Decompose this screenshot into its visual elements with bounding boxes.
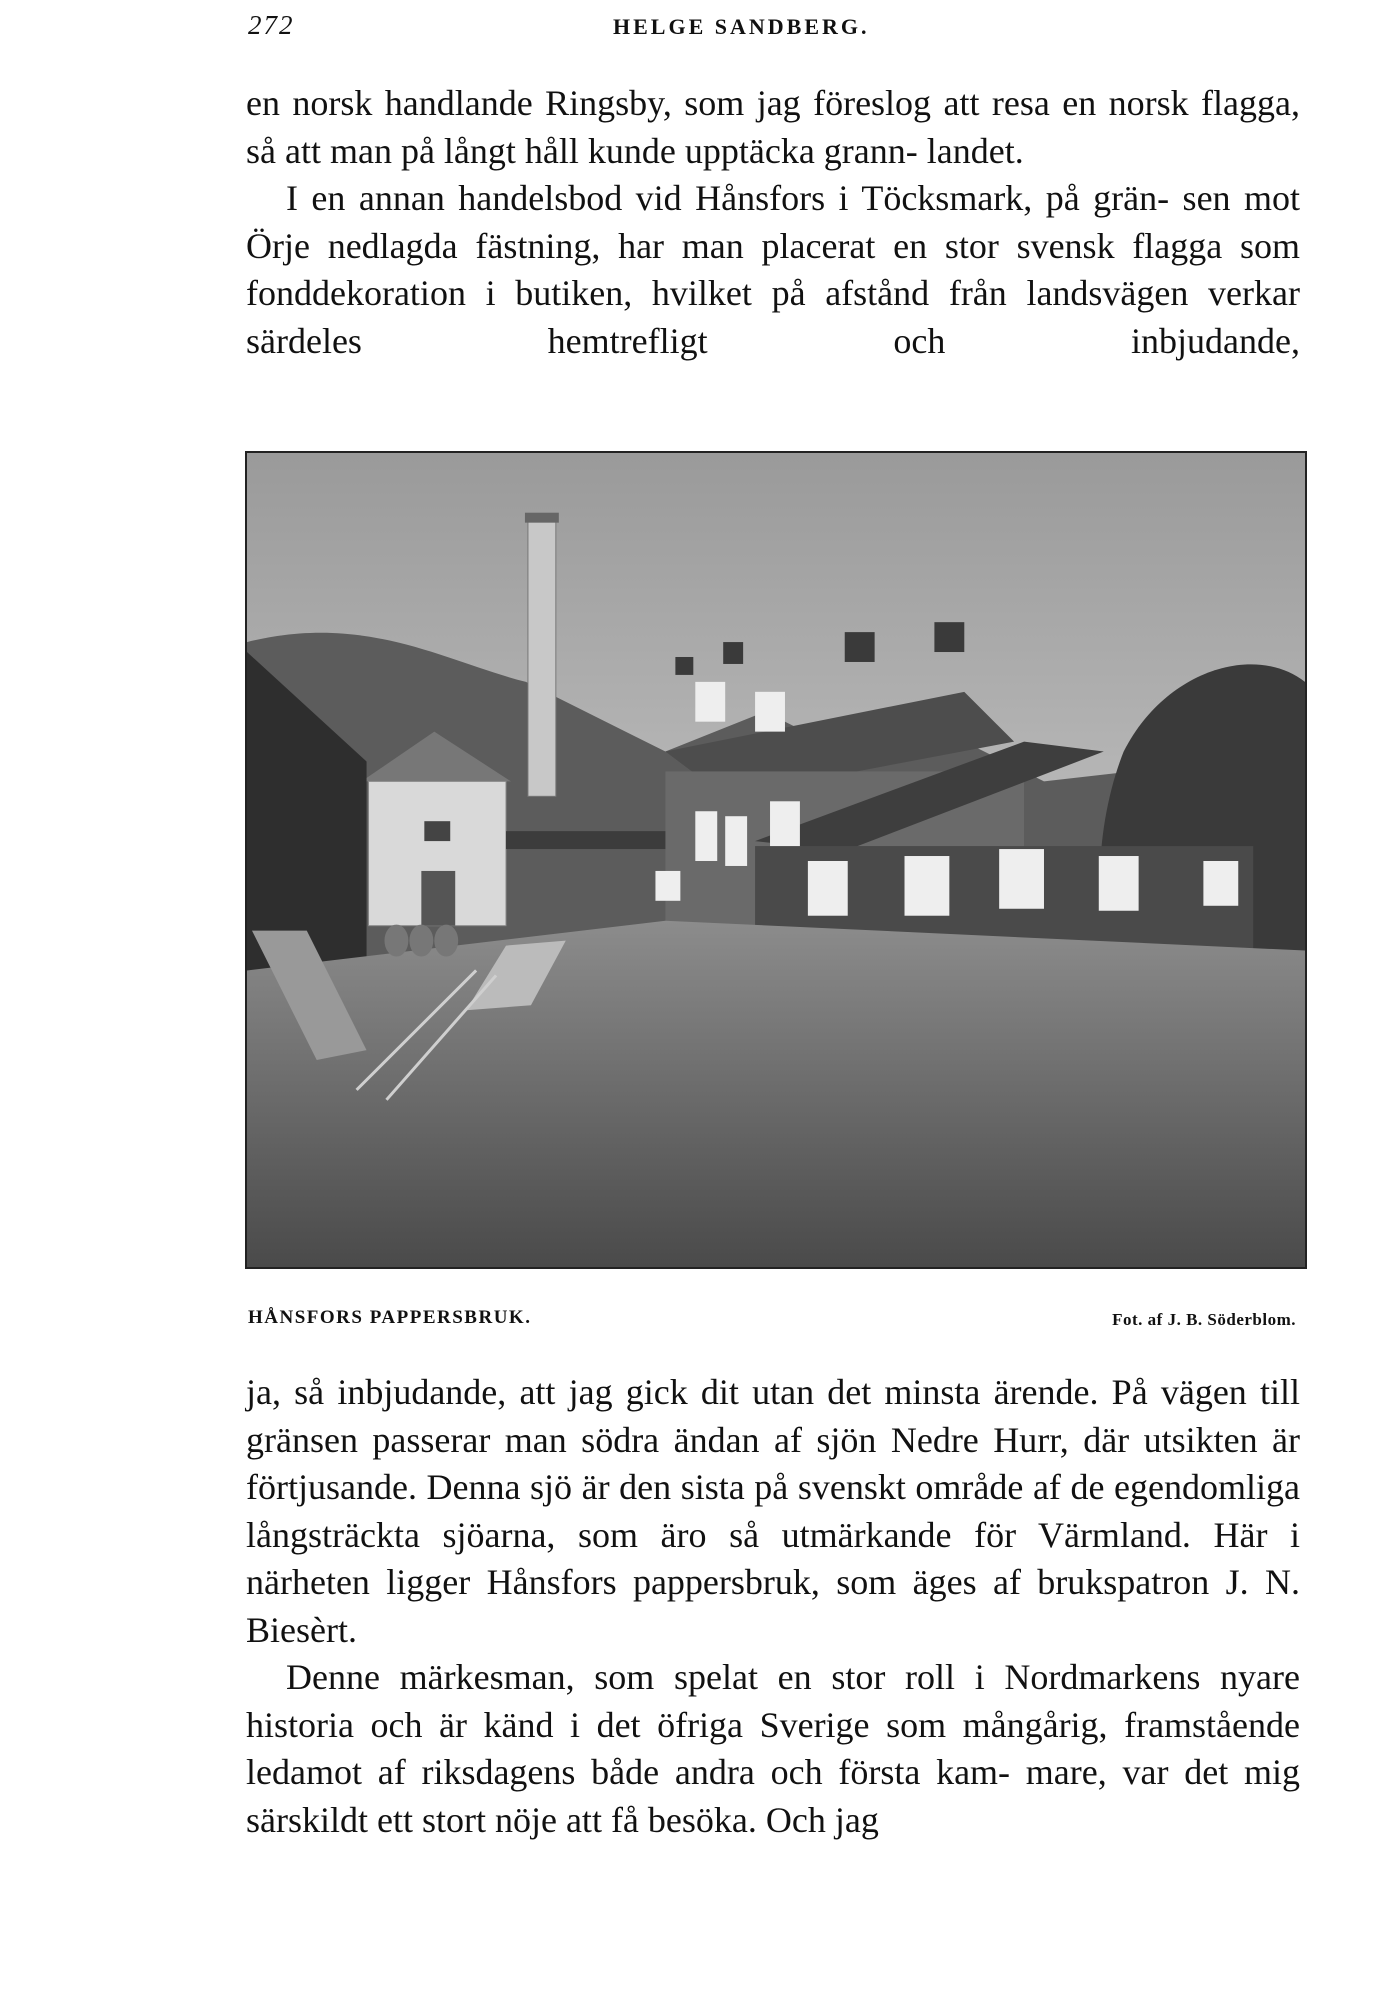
chimney (528, 518, 556, 797)
paragraph: Denne märkesman, som spelat en stor roll i Nordmarkens nyare historia och är känd i det öfriga Sverige som mångårig, framstående ledamot af riksdagens både andra och första kam- mare, var det mig särskildt ett stort nöje att få besöka. Och jag (246, 1657, 1300, 1840)
barrels (384, 925, 458, 957)
white-building-door (421, 871, 455, 926)
bottom-text-block (246, 1369, 1300, 1844)
page-number: 272 (248, 10, 295, 40)
page-header (248, 10, 1308, 50)
paragraph: ja, så inbjudande, att jag gick dit utan det minsta ärende. På vägen till gränsen passerar man södra ändan af sjön Nedre Hurr, där utsikten är förtjusande. Denna sjö är den sista på svenskt område af de egendomliga långsträckta sjöarna, som äro så utmärkande för Värmland. Här i närheten ligger Hånsfors pappersbruk, som äges af brukspatron J. N. Biesèrt. (246, 1372, 1300, 1650)
paragraph: I en annan handelsbod vid Hånsfors i Töcksmark, på grän- sen mot Örje nedlagda fästning, har man placerat en stor svensk flagga som fonddekoration i butiken, hvilket på afstånd från landsvägen verkar särdeles hemtrefligt och inbjudande, (246, 178, 1300, 361)
running-head: HELGE SANDBERG. (613, 14, 870, 39)
chimney-top (525, 513, 559, 523)
photo-credit: Fot. af J. B. Söderblom. (1112, 1310, 1296, 1329)
top-text-block (246, 80, 1300, 365)
photo-illustration (247, 453, 1305, 1267)
figure-caption: HÅNSFORS PAPPERSBRUK. (248, 1307, 532, 1328)
yard-ground (247, 921, 1305, 1267)
paragraph: en norsk handlande Ringsby, som jag föreslog att resa en norsk flagga, så att man på långt håll kunde upptäcka grann- landet. (246, 83, 1300, 171)
white-building-window (424, 821, 450, 841)
photograph-paper-mill (245, 451, 1307, 1269)
